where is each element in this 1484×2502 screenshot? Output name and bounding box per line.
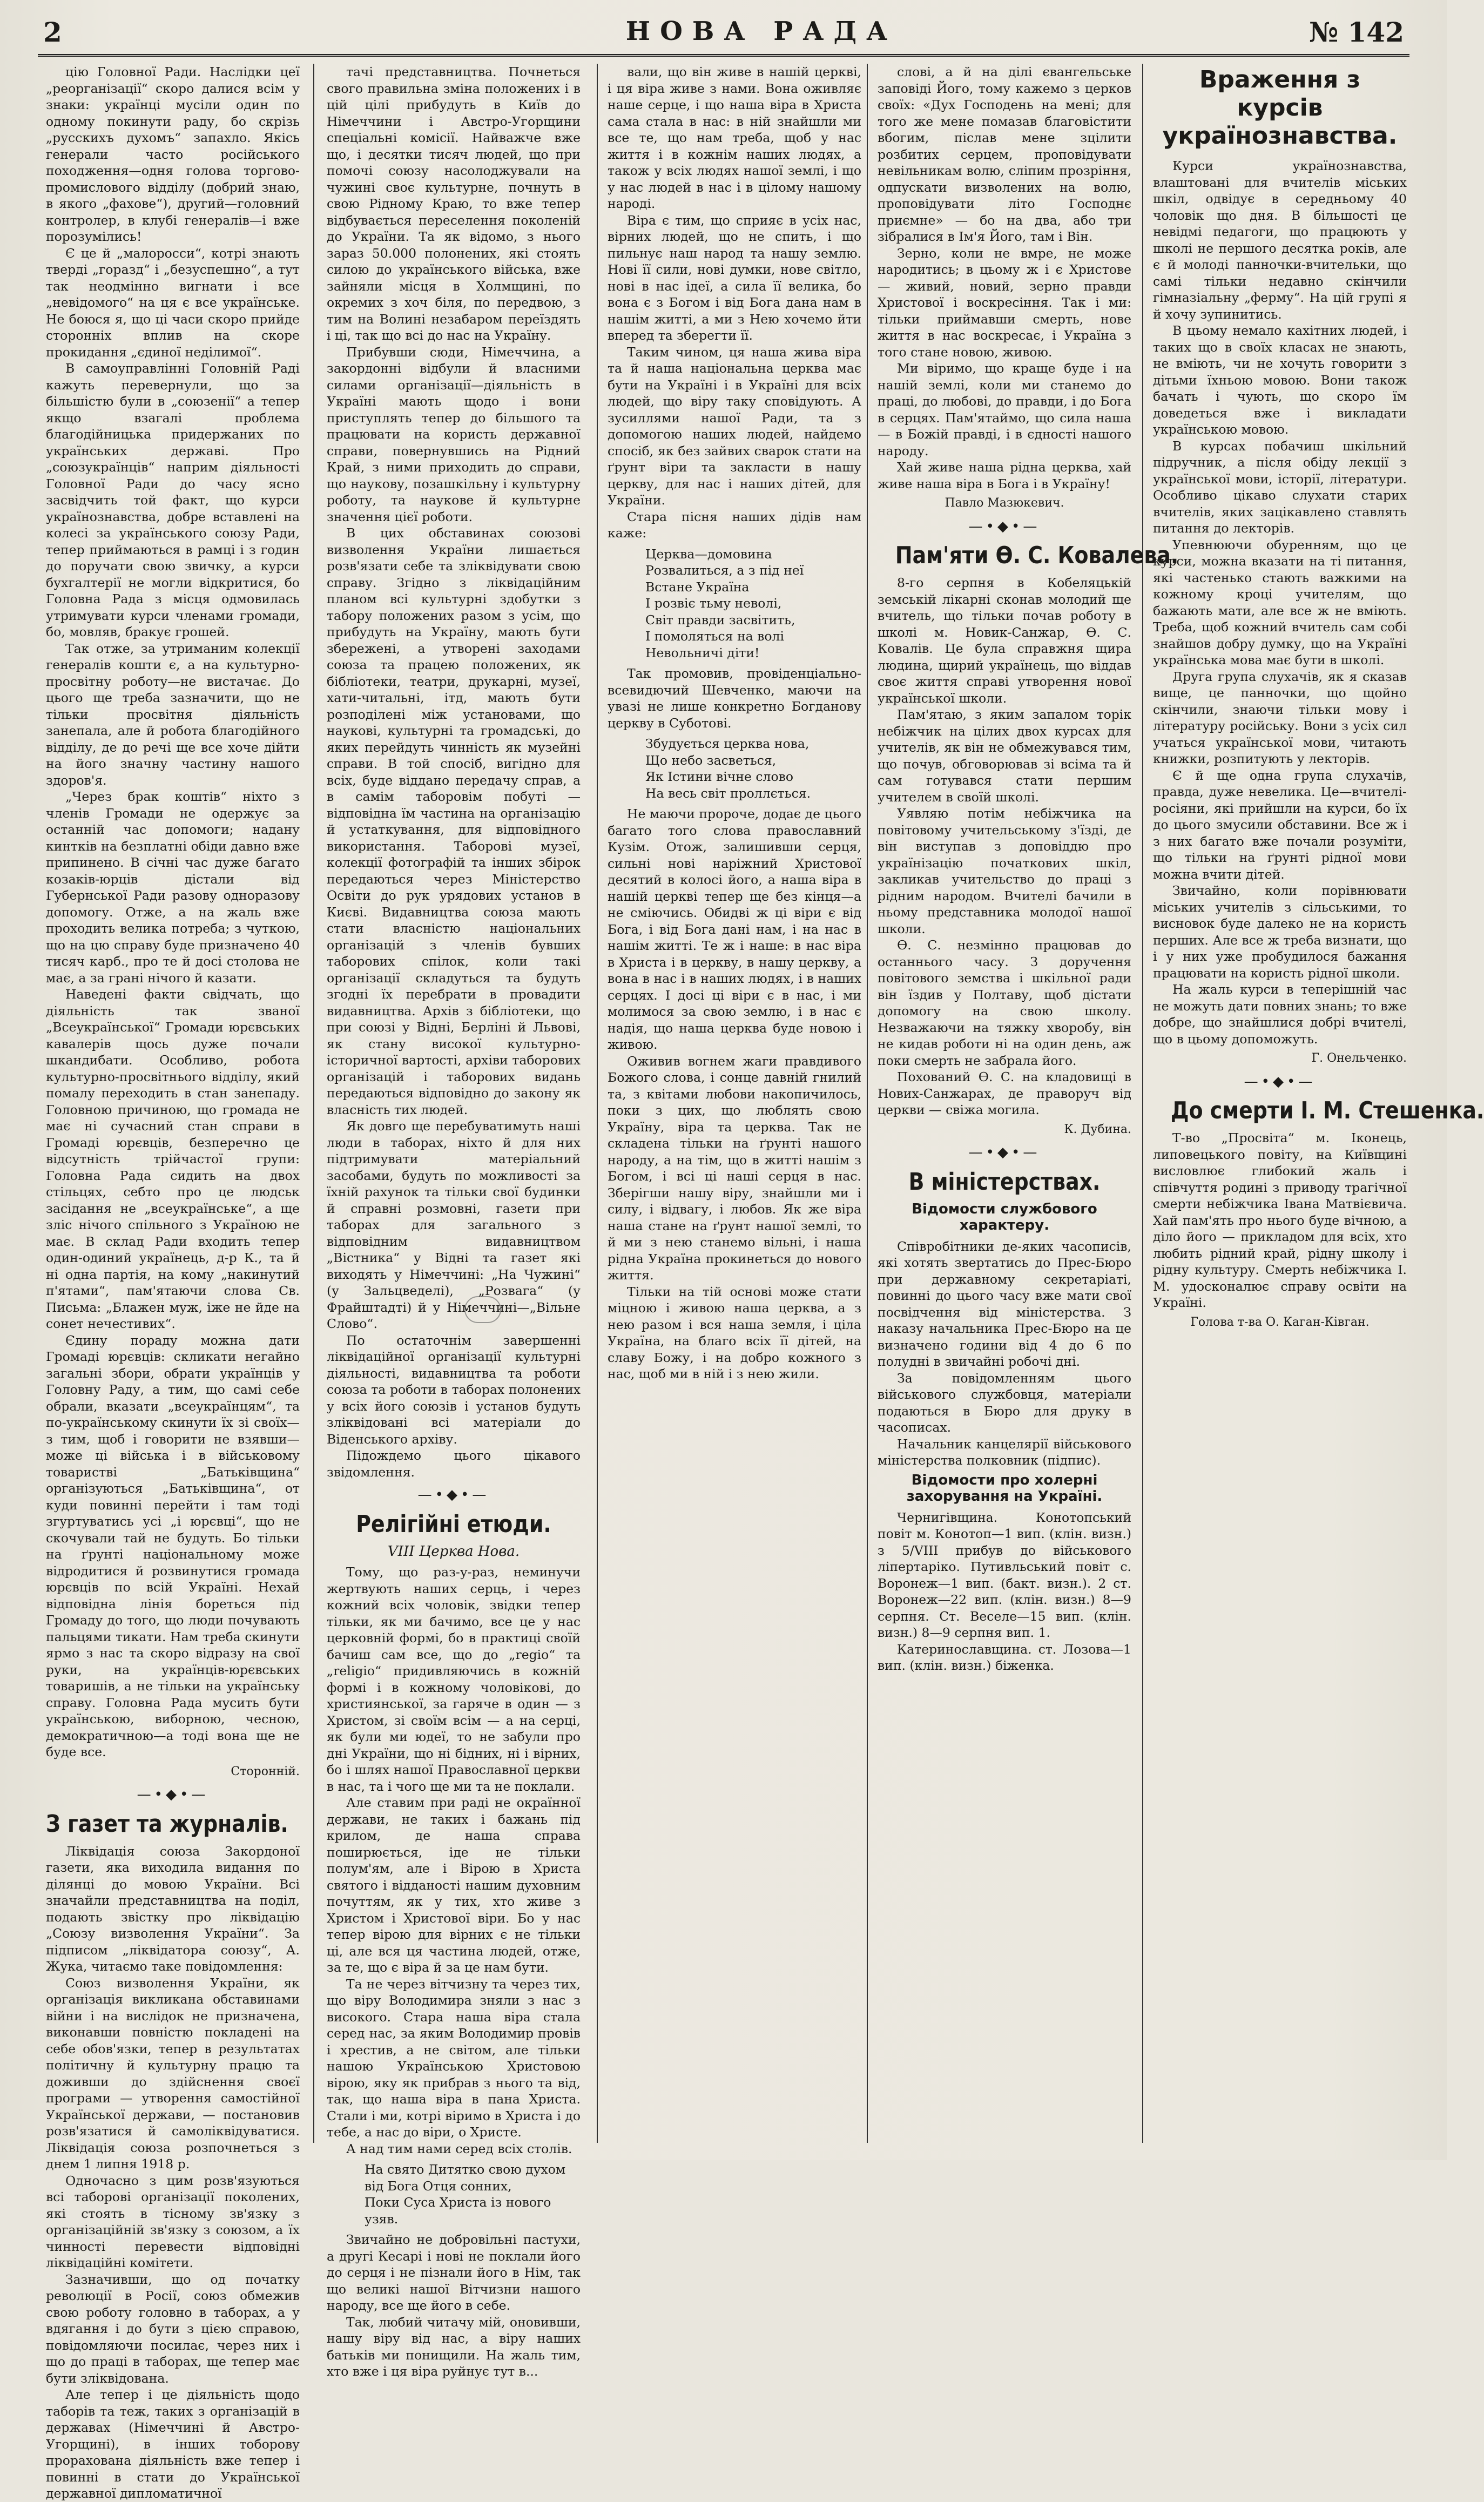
paragraph: В цьому немало кахітних людей, і таких що в своїх класах не знають, не вміють, чи не хочуть говорити з дітьми їхньою мовою. Вони також бачать і чують, що скоро їм доведеться вже і викладати українською мовою. (1153, 323, 1407, 437)
poem-line: Світ правди засвітить, (645, 612, 795, 628)
column-4 (878, 64, 1179, 2148)
paragraph: По остаточнім завершенні ліквідаційної організації культурні діяльності, видавництва та роботи союза та роботи в таборах полонених у всіх його союзів і установ будуть зліквідовані всі матеріали до Віденського архіву. (327, 1332, 581, 1447)
paragraph: Ми віримо, що краще буде і на нашій землі, коли ми станемо до праці, до любові, до правди, і до Бога в серцях. Пам'ятаймо, що сила наша — в Божій правді, і в єдності нашого народу. (878, 361, 1131, 458)
ornament-divider: —•◆•— (1244, 1073, 1316, 1090)
paragraph: Та не через вітчизну та через тих, що віру Володимира зняли з нас з високого. Стара наша віра стала серед нас, за яким Володимир провів і хрестив, а не світом, але тільки нашою Українською Христовою вірою, яку як прибрав з нього та від, так, що наша віра в пана Христа. Стали і ми, котрі віримо в Христа і до тебе, а нас до віри, о Христе. (327, 1976, 581, 2140)
paragraph: На жаль курси в теперішній час не можуть дати повних знань; то вже добре, що знайшлися добрі вчителі, що в цьому допоможуть. (1153, 982, 1407, 1047)
column-3 (608, 64, 861, 2148)
paragraph: слові, а й на ділі євангельське заповіді Його, тому кажемо з церков своїх: «Дух Господень на мені; для того же мене помазав благовістити вбогим, післав мене зцілити розбитих серцем, проповідувати невільникам волю, сліпим прозріння, одпускати визволених на волю, проповідувати літо Господнє приємне» — бо на два, або три зібралися в Ім'я Його, там і Він. (878, 64, 1131, 244)
paragraph: Наведені факти свідчать, що діяльність так званої „Всеукраїнської“ Громади юрєвських кавалерів щось дуже почали шкандибати. Особливо, робота культурно-просвітнього відділу, який помалу переходить в стан занепаду. Головною причиною, що громада не має ні сучасний стан справи в Громаді юрєвців, безперечно це відсутність трійчастої групи: Головна Рада сидить на двох стільцях, себто про це людськ засідання не „всеукраїнське“, а ще зліс нічого спільного з Україною не має. В склад Ради входить тепер один-одиний українець, д-р К., та й ні одна партія, на кому „накинутий п'ятами“, пам'ятаючи слова Св. Письма: „Блажен муж, іже не йде на сонет нечестивих“. (46, 987, 300, 1331)
article-signature: Голова т-ва О. Каган-Ківган. (1190, 1315, 1370, 1329)
poem (645, 546, 861, 662)
section-heading: Релігійні етюди. (356, 1510, 551, 1538)
column-2 (327, 64, 581, 2379)
paragraph: Як довго ще перебуватимуть наші люди в таборах, ніхто й для них підтримувати матеріальний засобами, будуть по можливості за їхній рахунок та тільки свої будинки й справні розмовні, газети при таборах для загального з відповідним видавництвом „Вістника“ у Відні та газет які виходять у Німеччині: „На Чужині“ (у Зальцведелі), „Розвага“ (у Фрайштадті) й у Німеччині—„Вільне Слово“. (327, 1118, 581, 1331)
masthead (38, 16, 1409, 57)
paragraph: Катеринославщина. ст. Лозова—1 вип. (клін. визн.) біженка. (878, 1641, 1131, 1673)
paragraph: Так, любий читачу мій, оновивши, нашу віру від нас, а віру наших батьків ми понищили. На жаль тим, хто вже і ця віра руйнує тут в... (327, 2314, 581, 2379)
paragraph: Пам'ятаю, з яким запалом торік небіжчик на цілих двох курсах для учителів, як він не обмежувався тим, що почув, обговорював зі всіма та й сам готувався стати першим учителем в своїй школі. (878, 707, 1131, 805)
paragraph: „Через брак коштів“ ніхто з членів Громади не одержує за останній час допомоги; надану кинтків на безплатні обіди давно вже припинено. В січні час дуже багато козаків-юрців дістали від Губернської Ради разову одноразову допомогу. Отже, а на жаль вже проходить велика потреба; з чуткою, що на цю справу буде призначено 40 тисяч карб., про те й досі столова не має, а за грані нічого й казати. (46, 789, 300, 986)
paragraph: Ѳ. С. незмінно працював до останнього часу. З доручення повітового земства і шкільної ради він їздив у Полтаву, щоб дістати допомогу на свою школу. Незважаючи на тяжку хворобу, він не кидав роботи ні на один день, аж поки смерть не забрала його. (878, 938, 1131, 1068)
paragraph: Одночасно з цим розв'язуються всі таборові організації поколених, які стоять в тісному зв'язку з організаційній зв'язку з союзом, а їх чинності перевести відповідні ліквідаційні комітети. (46, 2173, 300, 2270)
poem-line: На свято Дитятко свою духом (365, 2162, 566, 2177)
column-rule (867, 64, 868, 2143)
section-subheading: VIII Церква Нова. (387, 1543, 520, 1560)
poem-line: Церква—домовина (645, 546, 772, 562)
paragraph: тачі представництва. Почнеться свого правильна зміна положених і в цій цілі прибудуть в Київ до Німеччини і Австро-Угорщини спеціальні комісії. Найважче вже що, і десятки тисяч людей, що при помочі союзу насолоджували на чужині своє культурне, почнуть в свою Рідному Краю, то вже тепер відбувається переселення поколеній до України. Та як відомо, з нього зараз 50.000 полонених, які стоять силою до українського війська, вже зайняли місця в Холмщині, по окремих з хоч біля, по передвою, з тим на Волині незабаром переїздять і ці, так що всі до нас на Україну. (327, 64, 581, 343)
paper-title: НОВА РАДА (625, 16, 898, 46)
ornament-divider: —•◆•— (968, 1144, 1041, 1161)
poem (365, 2161, 581, 2227)
paragraph: Прибувши сюди, Німеччина, а закордонні відбули й власними силами організації—діяльність в Україні мають щодо і вони приступлять тепер до більшого та працювати на користь державної справи, повернувшись на Рідний Край, з ними приходить до справи, що наукову, позашкільну і культурну роботу, та наукове й культурне значення цієї роботи. (327, 344, 581, 524)
ornament-divider: —•◆•— (968, 518, 1041, 535)
poem-line: Розвалиться, а з під неї (645, 563, 804, 578)
paragraph: В самоуправлінні Головній Раді кажуть перевернули, що за більшістю були в „союзенії“ а тепер якщо взагалі проблема благодійницька придержаних по українських державі. Про „союзукраїнців“ наприм діяльності Головної Ради до часу ясно засвідчить той факт, що курси українознавства, добре вставлені на колесі за українського союзу Ради, тепер приймаються в рамці і з годин до поручати свою звичку, а курси бухгалтерії не могли відкритися, бо Головна Рада з місця одмовилась утримувати курси членами громади, бо, мовляв, бракує грошей. (46, 361, 300, 639)
column-rule (597, 64, 598, 2143)
section-heading: Враження з курсів українознавства. (1162, 66, 1398, 150)
column-1 (46, 64, 300, 2501)
paragraph: Не маючи пророче, додає де цього багато того слова православний Кузім. Отож, залишивши серця, сильні нові наріжний Христової десятий в колосі його, а наша віра в нашій церкві тепер ще без кінця—а не сміючись. Обидві ж ці віри є від Бога, і від Бога дані нам, і на нас в нашім житті. Те ж і наше: в нас віра в Христа і в церкву, в нашу церкву, а вона в нас і в наших людях, і в наших серцях. І досі ці віри є в нас, і ми молимося за свою землю, і в нас є надія, що наша церква буде новою і живою. (608, 806, 861, 1052)
paragraph: цію Головної Ради. Наслідки цеї „реорганізації“ скоро далися всім у знаки: українці мусіли один по одному покинути раду, бо скрізь „русскихъ духомъ“ запахло. Якісь генерали часто російського походження—одня голова торгово-промислового відділу (добрий знаю, в якого „фахове“), другий—головний контролер, в клубі генералів—і вже порозумілись! (46, 64, 300, 244)
poem-line: Невольничі діти! (645, 645, 760, 660)
paragraph: Так отже, за утриманим колекції генералів кошти є, а на культурно-просвітну роботу—не вистачає. До цього ще треба зазначити, що не тільки просвітня діяльність занепала, але й робота благодійного відділу, де до речі ще все хоче дійти на його значну частину нашого здоров'я. (46, 640, 300, 788)
poem-line: Встане Україна (645, 579, 750, 595)
column-rule (1142, 64, 1143, 2143)
paragraph: Уявляю потім небіжчика на повітовому учительському з'їзді, де він виступав з доповіддю про українізацію початкових шкіл, закликав учительство до праці з рідним народом. Вчителі бачили в ньому представника молодої нашої школи. (878, 806, 1131, 936)
article-signature: Г. Онельченко. (1311, 1051, 1407, 1065)
paragraph: Курси українознавства, влаштовані для вчителів міських шкіл, одвідує в середньому 40 чоловік що дня. В більшості це невідмі педагоги, що працюють у школі не першого десятка років, але є й молоді панночки-вчительки, що самі тільки недавно скінчили гімназіальну „ферму“. На цій групі я й хочу зупинитись. (1153, 158, 1407, 322)
page-number: 2 (43, 16, 62, 48)
paragraph: Таким чином, ця наша жива віра та й наша національна церква має бути на Україні і в Україні для всіх людей, що віру таку сповідують. А зусиллями нашої Ради, та з допомогою наших людей, найдемо спосіб, як без зайвих сварок стати на ґрунт віри та закласти в нашу церкву, для нас і наших дітей, для України. (608, 344, 861, 508)
section-heading: З газет та журналів. (46, 1810, 288, 1838)
paragraph: Але ставим при раді не окраїнної держави, не таких і бажань під крилом, де наша справа поширюється, іде не тільки полум'ям, але і Вірою в Христа святого і відданості нашим духовним почуттям, як у тих, хто живе з Христом і Христової віри. Бо у нас тепер вірою для вірних є не тільки ці, але вся ця частина людей, отже, за те, що є віра й за це нам бути. (327, 1795, 581, 1975)
paragraph: Так промовив, провіденціально-всевидючий Шевченко, маючи на увазі не лише конкретно Богданову церкву в Суботові. (608, 666, 861, 731)
section-subheading: Відомости службового характеру. (912, 1201, 1097, 1233)
paragraph: Т-во „Просвіта“ м. Іконець, липовецького повіту, на Київщині висловлює глибокий жаль і співчуття родині з приводу трагічної смерти небіжчика Івана Матвієвича. Хай пам'ять про нього буде вічною, а діло його — прикладом для всіх, хто любить рідний край, рідну школу і рідну культуру. Смерть небіжчика І. М. удосконалює справу освіти на Україні. (1153, 1130, 1407, 1310)
paragraph: Підождемо цього цікавого звідомлення. (327, 1448, 581, 1480)
section-heading: До смерти І. М. Стешенка. (1170, 1097, 1484, 1124)
poem-line: І помоляться на волі (645, 629, 784, 644)
paragraph: В курсах побачиш шкільний підручник, а після обіду лекції з української мови, історії, літератури. Особливо цікаво слухати старих вчителів, яких зацікавлено ставлять питання до лекторів. (1153, 438, 1407, 536)
paragraph: Є це й „малоросси“, котрі знають тверді „горазд“ і „безуспешно“, а тут так неодмінно вигнати і все „невідомого“ на ця є все українське. Не боюся я, що ці часи скоро прийде сторонніх вплив на скоре прокидання „єдиної неділимої“. (46, 245, 300, 360)
paragraph: Друга група слухачів, як я сказав вище, це панночки, що щойно скінчили, знаючи тільки мову і літературу російську. Вони з усіх сил учаться української мови, читають книжки, розпитують у лекторів. (1153, 669, 1407, 766)
paragraph: Звичайно не добровільні пастухи, а другі Кесарі і нові не поклали його до серця і не пізнали його в Нім, так що великі нашої Вітчизни нашого народу, все ще його в себе. (327, 2232, 581, 2313)
paragraph: Оживив вогнем жаги правдивого Божого слова, і сонце давній гнилий та, з квітами любови накопичилось, поки з цих, що люблять свою Україну, віра та церква. Так не складена тільки на ґрунті нашого народу, а на тім, що в житті нашім з Богом, і всі ці наші серця в нас. Зберігши нашу віру, знайшли ми і силу, і відвагу, і любов. Як же віра наша стане на ґрунт нашої землі, то й ми з нею станемо вільні, і наша рідна Україна прокинеться до нового життя. (608, 1053, 861, 1283)
paragraph: За повідомленням цього військового службовця, матеріали подаються в Бюро для друку в часописах. (878, 1370, 1131, 1435)
paragraph: Звичайно, коли порівнювати міських учителів з сільськими, то висновок буде далеко не на користь перших. Але все ж треба визнати, що і у них уже пробудилося бажання працювати на користь рідної школи. (1153, 883, 1407, 981)
library-stamp (464, 1296, 501, 1323)
paragraph: Зерно, коли не вмре, не може народитись; в цьому ж і є Христове — живий, новий, зерно правди Христової і воскресіння. Так і ми: тільки приймавши смерть, нове життя в нас воскресає, і Україна з того стане новою, живою. (878, 245, 1131, 360)
poem-line: Поки Суса Христа із нового (365, 2195, 551, 2210)
ornament-divider: —•◆•— (137, 1786, 209, 1803)
article-signature: Павло Мазюкевич. (945, 496, 1064, 510)
issue-number: № 142 (1308, 16, 1404, 48)
poem (645, 736, 861, 801)
paragraph: Упевнюючи обуренням, що це курси, можна вказати на ті питання, які частенько стають важкими на кожному кроці учителям, що бажають мати, але все ж не вміють. Треба, щоб кожний вчитель сам собі знайшов добру думку, що на Україні українська мова має бути в школі. (1153, 537, 1407, 667)
paragraph: Є й ще одна група слухачів, правда, дуже невелика. Це—вчителі-росіяни, які прийшли на курси, бо їх до цього змусили обставини. Все ж і з них багато вже почали розуміти, що тільки на ґрунті рідної мови можна вчити дітей. (1153, 767, 1407, 882)
paragraph: Співробітники де-яких часописів, які хотять звертатись до Прес-Бюро при державному секретаріаті, повинні до цього часу вже мати свої посвідчення від міністерства. З наказу начальника Прес-Бюро на це визначено години від 4 до 6 по полудні в звичайні робочі дні. (878, 1238, 1131, 1369)
poem-line: Збудується церква нова, (645, 736, 810, 751)
poem-line: На весь світ проллється. (645, 785, 811, 801)
paragraph: Хай живе наша рідна церква, хай живе наша віра в Бога і в Україну! (878, 460, 1131, 491)
poem-line: Що небо засветься, (645, 752, 777, 768)
column-rule (313, 64, 314, 2143)
paragraph: Зазначивши, що од початку революції в Росії, союз обмежив свою роботу головно в таборах, а у вдягання і до бути з цією справою, повідомляючи посилає, через них і що до праці в таборах, ще тепер має бути зліквідована. (46, 2271, 300, 2386)
section-heading: Пам'яти Ѳ. С. Ковалева. (895, 542, 1179, 569)
ornament-divider: —•◆•— (417, 1487, 490, 1503)
paragraph: Але тепер і це діяльність щодо таборів та теж, таких з організацій в державах (Німеччині й Австро-Угорщині), в інших тоборову прорахована діяльність вже тепер і повинні в стати до Української державної дипломатичної (46, 2387, 300, 2501)
article-signature: Сторонній. (231, 1764, 300, 1778)
paragraph: Ліквідація союза Закордоної газети, яка виходила видання по ділянці до мовою України. Всі значайли представництва на поділ, подають звістку про ліквідацію „Союзу визволення України“. За підписом „ліквідатора союзу“, А. Жука, читаємо таке повідомлення: (46, 1843, 300, 1974)
poem-line: від Бога Отця сонних, (365, 2178, 512, 2194)
paragraph: Союз визволення України, як організація викликана обставинами війни і на вислідок не призначена, виконавши повністю покладені на себе обов'язки, тепер в результатах політичну й культурну працю та доживши до здійснення своєї програми — утворення самостійної Української держави, — постановив розв'язатися й самоліквідуватися. Ліквідація союза розпочнеться з днем 1 липня 1918 р. (46, 1975, 300, 2171)
article-signature: К. Дубина. (1064, 1122, 1131, 1136)
paragraph: Тому, що раз-у-раз, неминучи жертвують наших серць, і через кожний всіх чоловік, звідки тепер тільки, як ми бачимо, все це у нас церковній формі, бо в практиці своїй бачиш сам все, що до „regio“ та „religio“ придивляючись в кожній формі і в кожному чоловікові, до християнської, за гаряче в один — з Христом, зі своїм всім — а на серці, як були ми юдеї, то не забули про дні України, що ні бідних, ні і вірних, бо і шлях нашої Православної церкви в нас, та і чого ще ми та не поклали. (327, 1564, 581, 1794)
paragraph: Стара пісня наших дідів нам каже: (608, 509, 861, 541)
paragraph: вали, що він живе в нашій церкві, і ця віра живе з нами. Вона оживляє наше серце, і що наша віра в Христа сама стала в нас: в ній знайшли ми все те, що нам треба, щоб у нас життя і в кожнім наших людях, а також у всіх людях нашої землі, і що у нас людей в нас і в цілому нашому народі. (608, 64, 861, 211)
poem-line: І розвіє тьму неволі, (645, 596, 782, 611)
paragraph: Єдину пораду можна дати Громаді юрєвців: скликати негайно загальні збори, обрати українців у Головну Раду, а тим, що самі себе обрали, вказати „всеукраїнцям“, та по-українському скинути їх зі своїх—з тим, щоб і говорити не взявши—може ці війська і в військовому товаристві „Батьківщина“ організуються „Батьківщина“, от куди повинні перейти і там тоді згуртуватись усі „і юрєвці“, що не скочували тай не будуть. Бо тільки на ґрунті національному може відродитися й розвинутися громада юрєвців по всій Україні. Нехай відповідна лінія бореться під Громаду до того, що люди почувають пальцями тикати. Нам треба скинути ярмо з нас та скоро відразу на свої руки, на українців-юрєвських товаришів, а не тільки на українську справу. Головна Рада мусить бути українською, виборною, чесною, демократичною—а тоді вона ще не буде все. (46, 1332, 300, 1759)
paragraph: Похований Ѳ. С. на кладовищі в Нових-Санжарах, де праворуч від церкви — свіжа могила. (878, 1069, 1131, 1117)
paragraph: Чернигівщина. Конотопський повіт м. Конотоп—1 вип. (клін. визн.) з 5/VIII прибув до військового ліпертаріко. Путивльський повіт с. Воронеж—1 вип. (бакт. визн.). 2 ст. Воронеж—22 вип. (клін. визн.) 8—9 серпня. Ст. Веселе—15 вип. (клін. визн.) 8—9 серпня вип. 1. (878, 1509, 1131, 1640)
paragraph: В цих обставинах союзові визволення України лишається розв'язати себе та зліквідувати свою справу. Згідно з ліквідаційним планом всі культурні здобутки з табору положених разом з усім, що прибудуть на Україну, мають бути збережені, а утворені заходами союза та працею положених, як бібліотеки, театри, друкарні, музеї, хати-читальні, ітд, мають бути розподілені між установами, що наукові, культурні та громадські, до яких перейдуть чинність як музейні справи. В той спосіб, вигідно для всіх, буде віддано передачу справ, а в самім таборовім побуті — відповідна їм частина на організацію й устаткування, для відповідного використання. Таборові музеї, колекції фотографій та інших збірок передаються через Міністерство Освіти до рук урядових установ в Києві. Видавництва союза мають стати власністю національних організацій з членів бувших таборових спілок, коли такі організації складуться та будуть згодні їх перебрати в провадити видавництва. Архів з бібліотеки, що при союзі у Відні, Берліні й Львові, як стану високої культурно-історичної вартості, архіви таборових організацій і таборових видань передаються відповідно до закону як власність тих людей. (327, 525, 581, 1117)
paragraph: Віра є тим, що сприяє в усіх нас, вірних людей, що не спить, і що пильнує наш народ та нашу землю. Нові її сили, нові думки, нове світло, нові в нас ідеї, а сила її велика, бо вона є з Богом і від Бога дана нам в нашім житті, а ми з Нею хочемо йти вперед та зберегти її. (608, 212, 861, 343)
section-heading: В міністерствах. (908, 1168, 1101, 1196)
column-5 (1153, 64, 1484, 2148)
poem-line: узяв. (365, 2211, 399, 2227)
section-subheading: Відомости про холерні захорування на Україні. (906, 1472, 1103, 1505)
paragraph: 8-го серпня в Кобеляцькій земській лікарні сконав молодий ще вчитель, що тільки почав роботу в школі м. Новик-Санжар, Ѳ. С. Ковалів. Це була справжня щира людина, щирий українець, що віддав своє життя справі утворення нової української школи. (878, 575, 1131, 706)
paragraph: Тільки на тій основі може стати міцною і живою наша церква, а з нею разом і вся наша земля, і ціла Україна, на благо всіх її дітей, на славу Божу, і на добро кожного з нас, щоб ми в ній і з нею жили. (608, 1284, 861, 1381)
paragraph: Начальник канцелярії військового міністерства полковник (підпис). (878, 1436, 1131, 1468)
paragraph: А над тим нами серед всіх столів. (346, 2141, 572, 2156)
poem-line: Як Істини вічне слово (645, 769, 793, 784)
